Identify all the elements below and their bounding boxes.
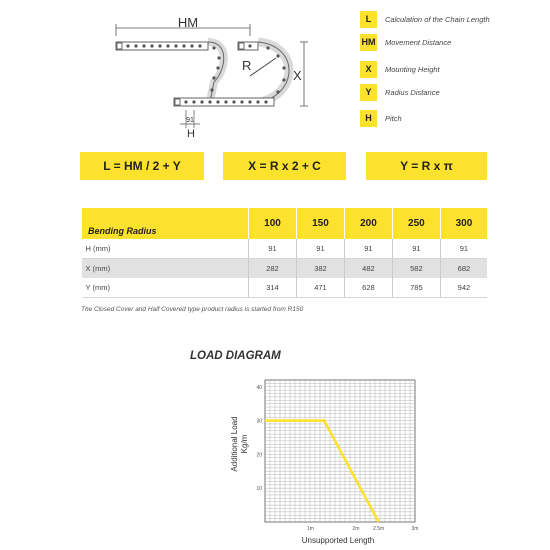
y-tick-label: 10 bbox=[256, 486, 262, 493]
table-row bbox=[82, 239, 488, 259]
bending-radius-table bbox=[81, 208, 487, 298]
table-header-radius: 100 bbox=[249, 208, 297, 239]
table-cell: 314 bbox=[249, 278, 297, 298]
legend-key: HM bbox=[360, 34, 377, 51]
x-tick-label: 2.5m bbox=[373, 526, 385, 532]
legend-key: X bbox=[360, 61, 377, 78]
x-tick-label: 3m bbox=[411, 526, 419, 532]
table-header-radius: 150 bbox=[296, 208, 344, 239]
load-diagram-title: LOAD DIAGRAM bbox=[190, 350, 281, 362]
table-cell: 471 bbox=[296, 278, 344, 298]
formula-chain-length: L = HM / 2 + Y bbox=[80, 152, 204, 180]
table-cell: 91 bbox=[344, 239, 392, 259]
x-label: X bbox=[293, 68, 302, 83]
legend-item-y bbox=[360, 83, 440, 101]
table-cell: 582 bbox=[392, 259, 440, 279]
legend-item-x bbox=[360, 60, 440, 78]
legend-text: Radius Distance bbox=[385, 87, 440, 97]
row-label: Y (mm) bbox=[82, 278, 249, 298]
legend-item-l bbox=[360, 10, 490, 28]
legend-text: Calculation of the Chain Length bbox=[385, 14, 490, 24]
formula-mounting-height: X = R x 2 + C bbox=[223, 152, 346, 180]
h-label: H bbox=[187, 128, 195, 140]
table-cell: 482 bbox=[344, 259, 392, 279]
legend-text: Pitch bbox=[385, 113, 402, 123]
y-axis-unit-label: Kg/m bbox=[240, 434, 249, 454]
table-cell: 91 bbox=[392, 239, 440, 259]
table-header-radius: 250 bbox=[392, 208, 440, 239]
y-tick-label: 40 bbox=[256, 384, 262, 391]
row-label: H (mm) bbox=[82, 239, 249, 259]
x-tick-label: 2m bbox=[352, 526, 360, 532]
table-cell: 282 bbox=[249, 259, 297, 279]
row-label: X (mm) bbox=[82, 259, 249, 279]
legend-text: Mounting Height bbox=[385, 64, 440, 74]
legend-key: H bbox=[360, 110, 377, 127]
chain-diagram bbox=[100, 10, 330, 140]
table-header-row bbox=[82, 208, 488, 239]
x-tick-label: 1m bbox=[306, 526, 314, 532]
table-cell: 628 bbox=[344, 278, 392, 298]
r-label: R bbox=[242, 58, 252, 73]
table-header-label: Bending Radius bbox=[82, 208, 249, 239]
formula-radius-distance: Y = R x π bbox=[366, 152, 487, 180]
load-diagram-chart bbox=[225, 372, 435, 548]
table-cell: 942 bbox=[440, 278, 487, 298]
legend-key: L bbox=[360, 11, 377, 28]
legend-item-h bbox=[360, 109, 402, 127]
table-row bbox=[82, 259, 488, 279]
y-axis-label: Additional Load bbox=[230, 416, 239, 472]
table-cell: 382 bbox=[296, 259, 344, 279]
table-row bbox=[82, 278, 488, 298]
table-header-radius: 300 bbox=[440, 208, 487, 239]
legend-item-hm bbox=[360, 33, 451, 51]
table-cell: 785 bbox=[392, 278, 440, 298]
pitch-value-label: 91 bbox=[186, 117, 194, 124]
table-cell: 91 bbox=[296, 239, 344, 259]
table-header-radius: 200 bbox=[344, 208, 392, 239]
x-axis-label: Unsupported Length bbox=[301, 536, 375, 545]
table-cell: 91 bbox=[249, 239, 297, 259]
table-cell: 91 bbox=[440, 239, 487, 259]
legend-key: Y bbox=[360, 84, 377, 101]
table-cell: 682 bbox=[440, 259, 487, 279]
legend-text: Movement Distance bbox=[385, 37, 452, 47]
hm-label: HM bbox=[177, 15, 199, 30]
radius-note: The Closed Cover and Half Covered type product radius is started from R150 bbox=[81, 306, 304, 313]
y-tick-label: 20 bbox=[256, 452, 262, 459]
y-tick-label: 30 bbox=[256, 418, 262, 425]
